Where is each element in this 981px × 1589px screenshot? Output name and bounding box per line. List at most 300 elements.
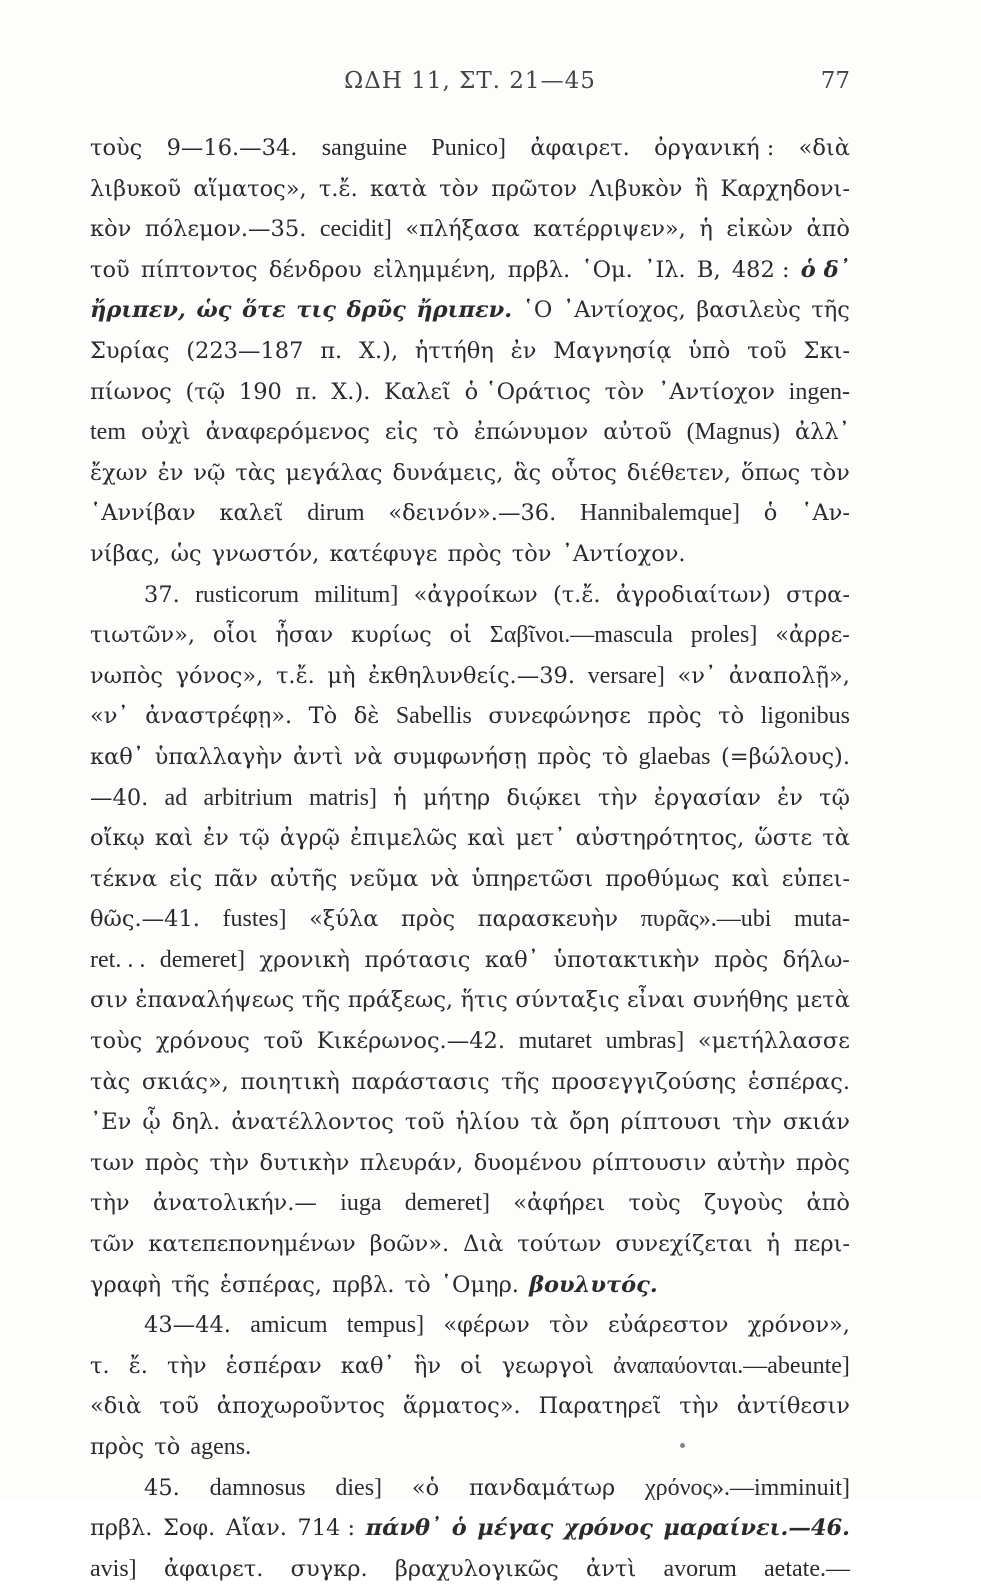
text-word: «ἀγροίκων — [413, 581, 538, 608]
text-word: proles] — [690, 622, 758, 649]
text-word: (τῷ — [185, 378, 226, 405]
text-word: πρὸς — [537, 743, 592, 770]
text-word: Hannibalemque] — [580, 500, 740, 527]
text-word: ἡ — [699, 216, 713, 243]
text-word: ἔ. — [128, 1352, 148, 1379]
text-word: τὸν — [549, 1312, 589, 1339]
text-word: ῾Ομηρ. — [440, 1271, 519, 1298]
text-word: μὴ — [327, 662, 356, 689]
print-speck — [680, 1443, 685, 1448]
text-word: πρὸς — [401, 906, 456, 933]
text-line — [90, 575, 850, 616]
text-word: agens. — [190, 1434, 252, 1460]
text-word: γνωστόν, — [211, 540, 320, 567]
text-word: ἃς — [513, 459, 542, 486]
text-word: χρόνον», — [747, 1312, 850, 1339]
text-word: τις — [296, 297, 336, 324]
text-word: Σαβῖνοι.—mascula — [489, 622, 673, 649]
text-word: οὐχὶ — [140, 419, 191, 446]
text-word: δήλω- — [782, 946, 850, 973]
text-word: οἱ — [449, 622, 472, 649]
text-word: ᾿Ιλ. — [644, 256, 686, 283]
text-word: καὶ — [731, 865, 770, 892]
text-word: (Magnus) — [686, 419, 780, 446]
text-word: δυτικὴν — [259, 1149, 350, 1176]
text-word: ὁ ῾Οράτιος — [464, 378, 591, 405]
text-word: τ.ἔ. — [318, 175, 358, 202]
text-word: συνεχίζεται — [615, 1231, 753, 1258]
text-word: «ν᾽ — [677, 662, 717, 689]
text-word: μετὰ — [795, 987, 850, 1014]
text-word: εὐάρεστον — [608, 1312, 729, 1339]
text-word: συνήθης — [692, 987, 789, 1014]
text-line — [90, 1427, 850, 1468]
text-line — [90, 1549, 850, 1589]
text-word: glaebas — [638, 743, 711, 770]
text-word: νῷ — [193, 459, 226, 486]
text-word: ὑπὸ — [688, 337, 731, 364]
text-word: 9—16.—34. — [166, 135, 298, 161]
text-word: πόλεμον.—35. — [144, 216, 307, 243]
text-word: ὁ δ᾽ — [800, 256, 850, 283]
text-word: (223—187 — [186, 337, 304, 364]
text-word: ἀναπαύονται.—abeunte] — [613, 1352, 850, 1379]
text-word: θῶς.—41. — [90, 906, 200, 933]
text-word: πρὸς — [90, 1434, 145, 1460]
text-word: ἀντὶ — [586, 1555, 637, 1582]
text-word: tempus] — [346, 1312, 425, 1339]
text-word: ἐπαναλήψεως — [135, 987, 295, 1014]
text-word: ὡς — [170, 540, 202, 567]
text-word: militum] — [314, 581, 399, 608]
text-word: πρὸς — [144, 1149, 200, 1176]
text-word: βραχυλογικῶς — [394, 1555, 559, 1582]
text-word: τὴν — [209, 1149, 250, 1176]
text-word: ὑπαλλαγὴν — [154, 743, 283, 770]
text-word: νὰ — [353, 743, 383, 770]
text-word: οἷοι — [212, 622, 258, 649]
text-word: διῴκει — [506, 784, 582, 811]
text-word: muta- — [794, 906, 850, 933]
text-word: ᾿Αντίοχον. — [561, 540, 686, 567]
text-word: πρότασις — [364, 946, 471, 973]
text-word: παρασκευὴν — [477, 906, 619, 933]
text-word: τὰς — [90, 1068, 131, 1095]
text-word: ῾Αν- — [801, 500, 850, 527]
text-word: τοῦ — [747, 337, 787, 364]
text-word: λιβυκοῦ — [90, 175, 182, 202]
text-word: ἐκθηλυνθείς.—39. — [368, 662, 575, 689]
text-word: πρβλ. — [332, 1271, 395, 1298]
text-line — [90, 1224, 850, 1265]
text-line — [90, 1062, 850, 1103]
text-word: τὴν — [679, 1393, 719, 1420]
text-word: dirum — [307, 500, 365, 527]
text-word: ἀποχωροῦντος — [216, 1393, 385, 1420]
text-word: ῾Αννίβαν — [90, 500, 196, 527]
text-line — [90, 1265, 850, 1306]
text-word: τῆς — [171, 1271, 210, 1298]
text-word: versare] — [587, 662, 665, 689]
text-line — [90, 859, 850, 900]
text-word: ᾿Αντίοχος, — [562, 297, 686, 324]
text-word: ἐν — [510, 337, 537, 364]
text-word: ἀνατολικήν.— — [152, 1190, 317, 1217]
text-word: πρῶτον — [491, 175, 578, 202]
text-word: βοῶν». — [369, 1231, 450, 1258]
text-word: Punico] — [431, 135, 507, 161]
text-line — [90, 1346, 850, 1387]
text-word: αὐτῆς — [270, 865, 338, 892]
text-word: ἑσπέραν — [225, 1352, 322, 1379]
text-word: δὲ — [353, 703, 380, 730]
text-word: ligonibus — [760, 703, 850, 730]
text-word: δυομένου — [473, 1149, 582, 1176]
text-word: τὸ — [154, 1434, 181, 1460]
text-word: τὸν — [810, 459, 850, 486]
text-word: τὸν — [511, 540, 552, 567]
text-word: avorum — [663, 1555, 737, 1582]
text-word: ἀναπολῇ», — [728, 662, 850, 689]
text-word: ῾Ο — [522, 297, 553, 324]
text-word: νίβας, — [90, 540, 161, 567]
text-line — [90, 656, 850, 697]
text-word: χρόνος».—imminuit] — [645, 1474, 850, 1501]
text-word: arbitrium — [203, 784, 293, 811]
text-line — [90, 778, 850, 819]
text-word: χρόνος — [563, 1515, 653, 1542]
text-word: ἑσπέρας. — [747, 1068, 850, 1095]
text-line — [90, 899, 850, 940]
text-word: matris] — [309, 784, 377, 811]
text-word: ἀντίθεσιν — [736, 1393, 850, 1420]
text-word: παράστασις — [351, 1068, 490, 1095]
text-word: πανδαμάτωρ — [468, 1474, 616, 1501]
text-word: Παρατηρεῖ — [538, 1393, 662, 1420]
text-word: πρὸς — [647, 703, 702, 730]
text-word: Καρχηδονι- — [720, 175, 850, 202]
text-word: ὡς — [196, 297, 232, 324]
text-word: καὶ — [154, 825, 193, 852]
text-word: amicum — [250, 1312, 328, 1339]
text-word: πρβλ. — [507, 256, 571, 283]
text-word: fustes] — [222, 906, 287, 933]
text-word: ἀνατέλλοντος — [231, 1109, 394, 1136]
text-word: εἰς — [169, 865, 203, 892]
text-word: ἀπὸ — [806, 1190, 850, 1217]
text-word: τιωτῶν», — [90, 622, 196, 649]
text-word: ὑποτακτικὴν — [553, 946, 700, 973]
text-word: τὰς — [235, 459, 276, 486]
text-word: τοῦ — [404, 1109, 445, 1136]
text-word: «δεινόν».—36. — [388, 500, 557, 527]
text-line — [90, 372, 850, 413]
text-word: Συρίας — [90, 337, 170, 364]
text-word: ἀγρῷ — [279, 825, 341, 852]
text-word: νεῦμα — [349, 865, 419, 892]
text-word: «φέρων — [443, 1312, 530, 1339]
text-word: τὰ — [530, 1109, 559, 1136]
text-word: ὅπως — [740, 459, 801, 486]
text-word: τοὺς — [90, 135, 143, 161]
running-title: ΩΔΗ 11, ΣΤ. 21—45 — [344, 68, 596, 94]
text-word: εἰς — [384, 419, 418, 446]
text-word: κυρίως — [350, 622, 432, 649]
text-word: τὸ — [718, 703, 745, 730]
text-word: συνεφώνησε — [488, 703, 631, 730]
text-word: καὶ — [467, 825, 506, 852]
text-word: avis] — [90, 1555, 137, 1582]
text-word: στρα- — [786, 581, 850, 608]
text-word: Καλεῖ — [384, 378, 451, 405]
text-word: των — [90, 1149, 135, 1176]
text-word: τῆς — [301, 987, 341, 1014]
text-word: ad — [164, 784, 188, 811]
text-word: Τὸ — [308, 703, 338, 730]
text-word: 190 — [238, 378, 282, 405]
text-word: κὸν — [90, 216, 132, 243]
text-word: πρὸς — [447, 540, 502, 567]
text-word: προσεγγιζούσης — [551, 1068, 737, 1095]
text-word: εἶναι — [627, 987, 686, 1014]
text-word: Λιβυκὸν — [589, 175, 683, 202]
text-word: dies] — [335, 1474, 383, 1501]
text-word: ἡττήθη — [414, 337, 494, 364]
text-word: ἑσπέρας, — [219, 1271, 322, 1298]
text-word: «ξύλα — [309, 906, 379, 933]
text-line — [90, 169, 850, 210]
text-word: π. — [295, 378, 318, 405]
text-word: τ. — [90, 1352, 110, 1379]
text-word: πρβλ. — [90, 1515, 153, 1542]
text-word: νωπὸς — [90, 662, 163, 689]
text-line — [90, 290, 850, 331]
text-word: πᾶν — [214, 865, 258, 892]
text-word: τοὺς — [628, 1190, 681, 1217]
text-line — [90, 412, 850, 453]
text-word: ἤριπεν. — [416, 297, 513, 324]
text-word: 37. — [144, 581, 180, 608]
text-word: demeret] — [404, 1190, 491, 1217]
text-word: Διὰ — [463, 1231, 504, 1258]
text-word: iuga — [340, 1190, 382, 1217]
text-word: rusticorum — [195, 581, 300, 608]
text-word: (τ.ἔ. — [552, 581, 601, 608]
text-line — [90, 818, 850, 859]
text-word: τὸν — [439, 175, 479, 202]
text-word: κατέρριψεν», — [533, 216, 686, 243]
text-word: Χ.). — [331, 378, 371, 405]
page-number: 77 — [820, 68, 850, 94]
text-word: ἀγροδιαίτων) — [615, 581, 771, 608]
text-word: σιν — [90, 987, 128, 1014]
text-word: τούτων — [517, 1231, 602, 1258]
text-word: πρὸς — [714, 946, 769, 973]
text-word: οἱ — [460, 1352, 483, 1379]
text-line — [90, 453, 850, 494]
text-word: ingen- — [788, 378, 850, 405]
text-word: Μαγνησίᾳ — [553, 337, 672, 364]
text-word: ἡ — [393, 784, 407, 811]
text-line — [90, 1508, 850, 1549]
text-word: οὗτος — [551, 459, 617, 486]
text-line — [90, 1305, 850, 1346]
text-word: τῷ — [819, 784, 850, 811]
text-word: εἰλημμένη, — [372, 256, 497, 283]
text-line — [90, 534, 850, 575]
text-word: τῷ — [238, 825, 270, 852]
text-word: ἢ — [694, 175, 709, 202]
text-word: τέκνα — [90, 865, 158, 892]
text-word: τοῦ — [263, 1028, 304, 1055]
text-word: mutaret — [518, 1028, 592, 1055]
text-word: ἀναφερόμενος — [205, 419, 370, 446]
text-word: ποιητικὴ — [240, 1068, 340, 1095]
text-line — [90, 209, 850, 250]
text-word: aetate.— — [764, 1555, 850, 1582]
text-word: damnosus — [209, 1474, 306, 1501]
text-word: πρὸς — [795, 1149, 850, 1176]
text-word: πυρᾶς».—ubi — [640, 906, 772, 933]
text-word: τ.ἔ. — [275, 662, 315, 689]
text-word: Σοφ. — [162, 1515, 216, 1542]
text-word: «διὰ — [90, 1393, 142, 1420]
text-word: τὴν — [90, 1190, 130, 1217]
text-word: ὀργανική : — [654, 135, 775, 161]
text-word: μήτηρ — [422, 784, 491, 811]
text-word: πράξεως, — [347, 987, 454, 1014]
text-line — [90, 250, 850, 291]
text-word: demeret] — [159, 946, 246, 973]
text-word: umbras] — [605, 1028, 685, 1055]
text-word: π. — [320, 337, 343, 364]
text-word: χρονικὴ — [259, 946, 350, 973]
text-word: ῾Ομ. — [581, 256, 633, 283]
text-word: σύνταξις — [515, 987, 620, 1014]
text-word: 482 : — [731, 256, 790, 283]
text-word: ἡ — [766, 1231, 780, 1258]
text-word: οἴκῳ — [90, 825, 145, 852]
text-word: τὴν — [732, 1109, 772, 1136]
text-word: εἰκὼν — [726, 216, 793, 243]
text-word: «ἀφήρει — [513, 1190, 606, 1217]
text-word: μετ᾽ — [515, 825, 566, 852]
text-word: ρίπτουσιν — [592, 1149, 707, 1176]
text-word: πλευράν, — [359, 1149, 464, 1176]
text-line — [90, 493, 850, 534]
text-word: ὄρη — [569, 1109, 610, 1136]
text-word: τῆς — [501, 1068, 540, 1095]
text-line — [90, 737, 850, 778]
text-word: ὥστε — [754, 825, 813, 852]
text-word: ἐν — [203, 825, 229, 852]
text-word: —40. — [90, 784, 149, 811]
text-word: (=βώλους). — [720, 743, 850, 770]
text-word: ἔχων — [90, 459, 148, 486]
text-word: κατεπεπονημένων — [148, 1231, 356, 1258]
text-word: μεγάλας — [285, 459, 383, 486]
text-word: ἀφαιρετ. — [163, 1555, 264, 1582]
text-word: νὰ — [430, 865, 460, 892]
text-word: Σκι- — [803, 337, 850, 364]
text-word: ὁ — [763, 500, 778, 527]
text-word: Χ.), — [359, 337, 399, 364]
text-word: Αἴαν. — [225, 1515, 287, 1542]
text-word: κατὰ — [370, 175, 427, 202]
running-head — [90, 68, 850, 108]
text-word: εὐπει- — [781, 865, 850, 892]
text-word: ζυγοὺς — [704, 1190, 784, 1217]
text-word: πίωνος — [90, 378, 172, 405]
text-word: ἀλλ᾽ — [794, 419, 850, 446]
text-word: ἣν — [413, 1352, 442, 1379]
text-word: Β, — [696, 256, 721, 283]
text-word: γεωργοὶ — [501, 1352, 595, 1379]
text-word: Κικέρωνος.—42. — [316, 1028, 505, 1055]
text-line — [90, 331, 850, 372]
text-line — [90, 615, 850, 656]
text-word: «μετήλλασσε — [697, 1028, 850, 1055]
text-word: ἐπώνυμον — [473, 419, 589, 446]
text-word: μαραίνει.—46. — [663, 1515, 850, 1542]
text-word: ἀφαιρετ. — [530, 135, 630, 161]
text-word: γόνος», — [175, 662, 264, 689]
text-line — [90, 1143, 850, 1184]
text-word: τοῦ — [90, 256, 130, 283]
text-line — [90, 696, 850, 737]
text-word: καθ᾽ — [90, 743, 145, 770]
text-word: «ν᾽ — [90, 703, 129, 730]
text-word: 714 : — [297, 1515, 356, 1542]
text-word: ρίπτουσι — [620, 1109, 722, 1136]
text-word: ᾿Εν — [90, 1109, 132, 1136]
text-word: σκιάν — [782, 1109, 850, 1136]
text-word: τὸ — [404, 1271, 431, 1298]
text-word: 43—44. — [144, 1312, 231, 1339]
text-word: δρῦς — [346, 297, 406, 324]
text-word: τὸ — [432, 419, 459, 446]
text-word: ᾧ — [142, 1109, 161, 1136]
text-word: ἐν — [777, 784, 803, 811]
text-word: περι- — [793, 1231, 850, 1258]
text-word: συγκρ. — [290, 1555, 368, 1582]
text-word: cecidit] — [319, 216, 392, 243]
text-word: τὰ — [822, 825, 850, 852]
text-word: «διὰ — [798, 135, 850, 161]
text-word: καθ᾽ — [340, 1352, 395, 1379]
text-word: κατέφυγε — [329, 540, 438, 567]
text-word: ἐργασίαν — [653, 784, 761, 811]
text-word: tem — [90, 419, 126, 446]
text-word: συμφωνήσῃ — [393, 743, 527, 770]
text-word: τῆς — [811, 297, 850, 324]
text-word: τὸν — [604, 378, 645, 405]
text-word: ἥτις — [460, 987, 508, 1014]
text-word: ἐπιμελῶς — [350, 825, 458, 852]
text-word: ἦσαν — [275, 622, 334, 649]
text-word: πίπτοντος — [140, 256, 258, 283]
text-word: ὑπηρετῶσι — [471, 865, 594, 892]
text-word: ἀπὸ — [806, 216, 850, 243]
text-word: ἐν — [157, 459, 184, 486]
text-word: γραφὴ — [90, 1271, 162, 1298]
text-word: Sabellis — [395, 703, 472, 730]
text-word: προθύμως — [605, 865, 720, 892]
text-word: δυνάμεις, — [392, 459, 504, 486]
text-line — [90, 1021, 850, 1062]
text-word: βασιλεὺς — [696, 297, 801, 324]
text-word: δηλ. — [171, 1109, 221, 1136]
